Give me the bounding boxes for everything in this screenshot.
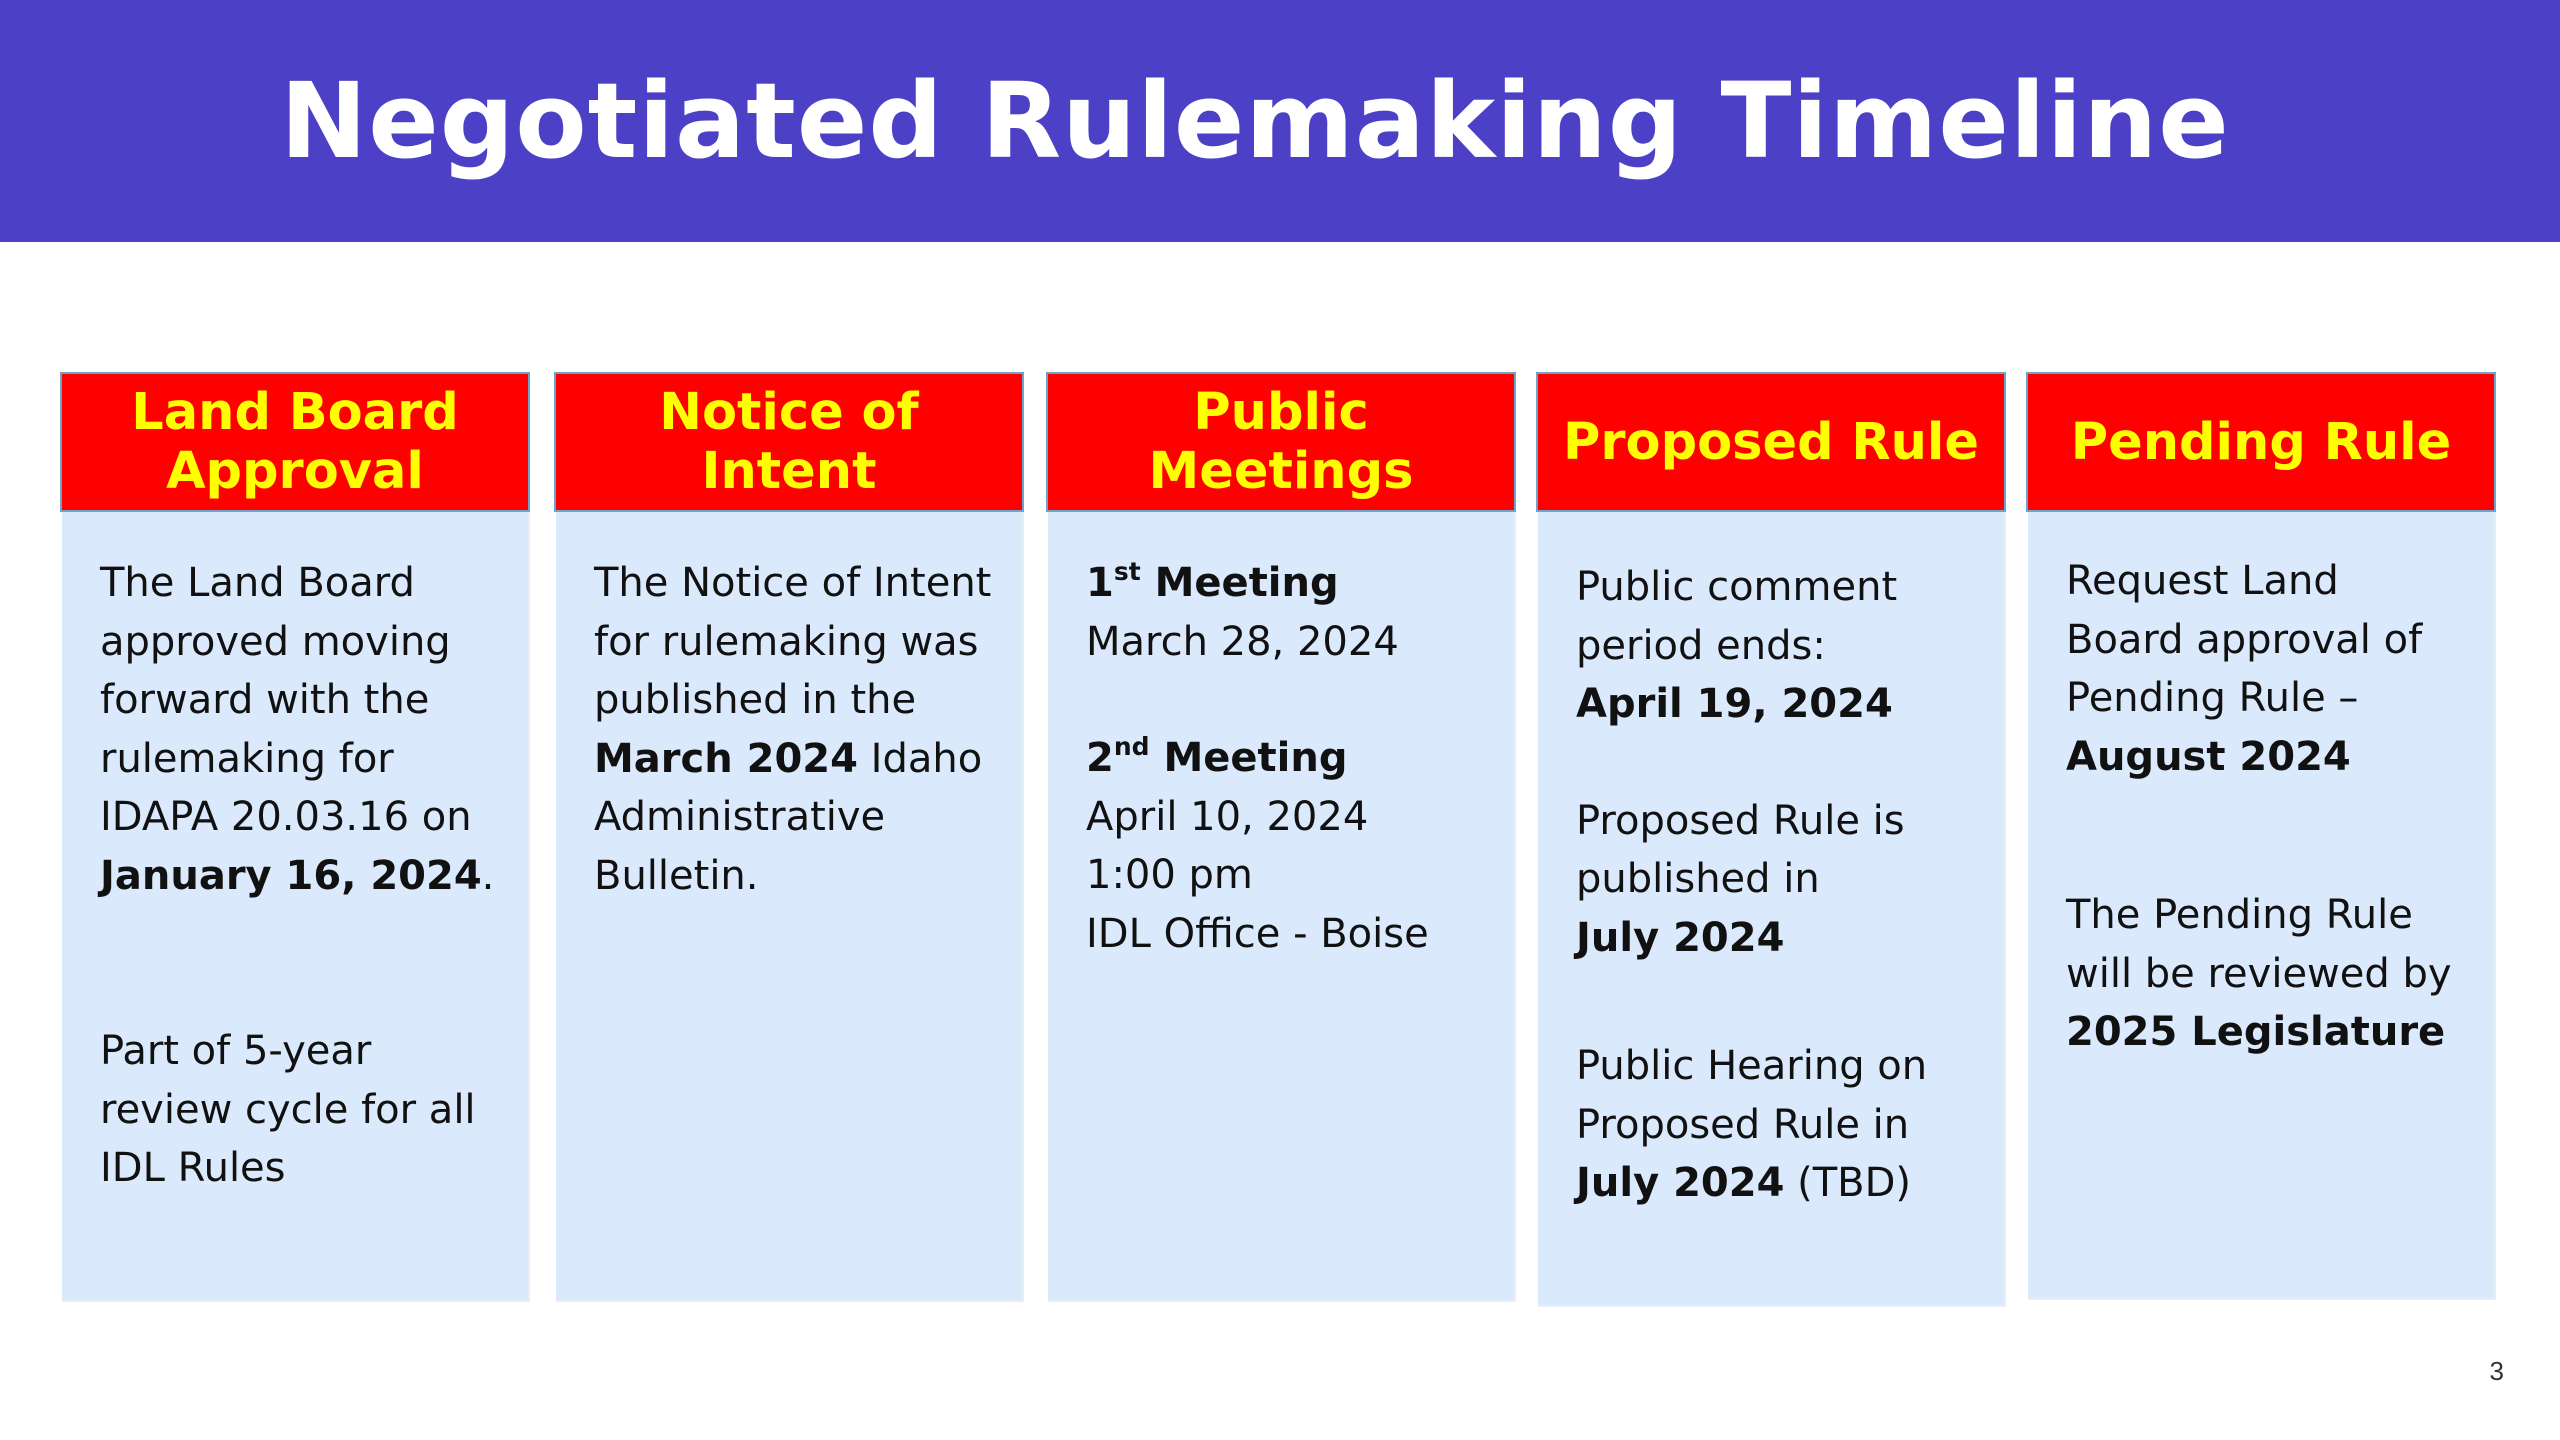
ordinal-suffix: st [1113,557,1141,586]
meeting-label: Meeting [1154,560,1339,606]
column-header-line: Meetings [1148,442,1414,501]
meeting-time: 1:00 pm [1086,852,1253,898]
meeting-date: March 28, 2024 [1086,618,1399,665]
paragraph-text: The Land Board approved moving forward with the rulemaking for IDAPA 20.03.16 on [100,560,472,840]
meeting-number: 1 [1086,560,1114,606]
column-body [62,512,530,1302]
spacer [1576,734,1976,792]
meeting-date: April 10, 2024 [1086,793,1369,840]
column-body [1048,512,1516,1302]
column-paragraph [100,554,500,905]
column-header-line: Notice of [659,383,919,442]
meeting-location: IDL Office - Boise [1086,910,1429,957]
column-body [556,512,1024,1302]
spacer [100,905,500,1022]
column-paragraph-date [1576,1154,1976,1213]
page-number: 3 [2489,1356,2504,1386]
column-paragraph [594,554,994,905]
paragraph-text: The Notice of Intent for rulemaking was published in the [594,560,992,723]
spacer [1576,967,1976,1025]
column-paragraph-date [1576,675,1976,734]
meeting-heading [1086,729,1486,788]
paragraph-text: Idaho Administrative Bulletin. [594,735,983,899]
column-paragraph: Public Hearing on Proposed Rule in [1576,1043,1928,1148]
paragraph-date: July 2024 [1576,914,1785,961]
paragraph-text: . [481,852,495,899]
paragraph-date: January 16, 2024 [100,852,482,899]
column-header-line: Proposed Rule [1563,412,1979,472]
spacer [2066,786,2466,886]
paragraph-date: July 2024 [1576,1160,1785,1206]
column-paragraph: Public comment period ends: [1576,564,1898,669]
slide-title: Negotiated Rulemaking Timeline [280,60,2230,182]
column-paragraph-date [2066,1003,2466,1062]
column-header [60,372,530,512]
paragraph-text: Request Land Board approval of Pending Rule – [2066,558,2423,721]
column-body [2028,512,2496,1300]
column-header [1046,372,1516,512]
paragraph-text: (TBD) [1784,1160,1912,1206]
column-paragraph: Proposed Rule is published in [1576,797,1905,902]
column-header [1536,372,2006,512]
column-header [2026,372,2496,512]
column-paragraph: The Pending Rule will be reviewed by [2066,892,2452,997]
paragraph-date: March 2024 [594,735,858,782]
meeting-heading [1086,554,1486,613]
column-header-line: Public [1193,383,1369,442]
ordinal-suffix: nd [1113,732,1150,761]
column-paragraph: Part of 5-year review cycle for all IDL Rules [100,1028,476,1191]
paragraph-date: August 2024 [2066,733,2351,780]
paragraph-date: April 19, 2024 [1576,681,1893,727]
column-header-line: Land Board [131,383,459,442]
column-header [554,372,1024,512]
column-header-line: Approval [166,442,424,501]
column-body [1538,512,2006,1307]
meeting-number: 2 [1086,735,1114,781]
paragraph-date: 2025 Legislature [2066,1009,2446,1055]
column-header-line: Intent [701,442,877,501]
meeting-label: Meeting [1163,735,1348,781]
spacer [1576,1025,1976,1037]
column-header-line: Pending Rule [2070,412,2452,472]
spacer [1086,671,1486,729]
column-paragraph [2066,552,2466,786]
column-paragraph-date [1576,909,1976,968]
